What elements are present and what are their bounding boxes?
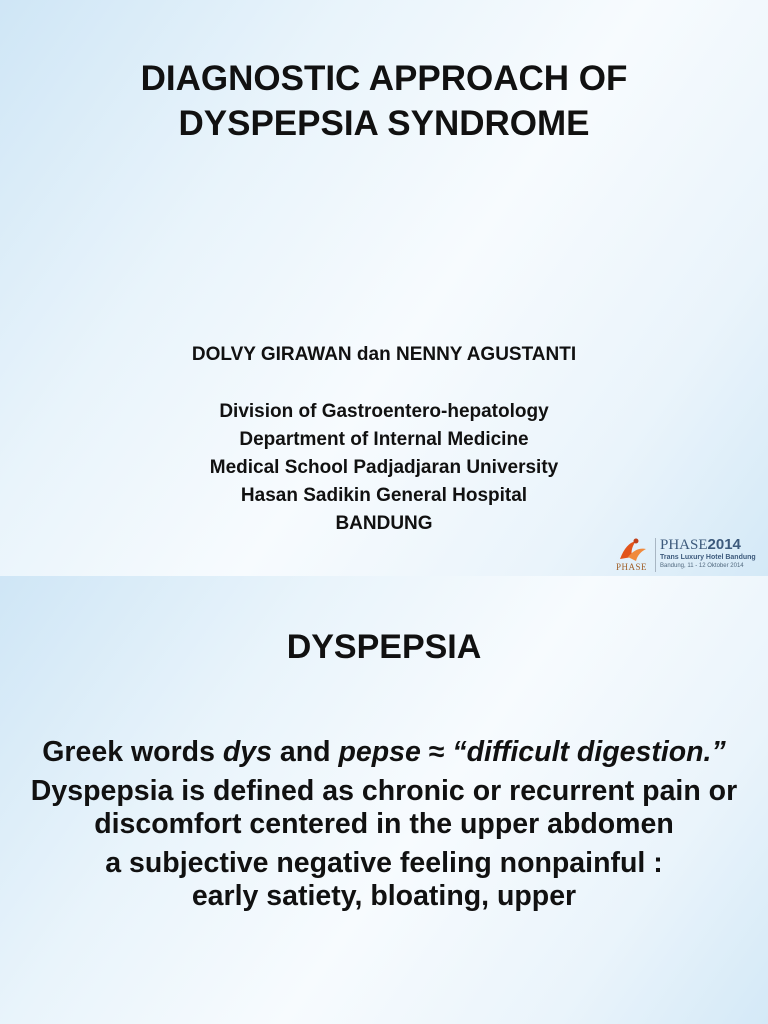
logo-event-name [660,536,741,554]
phase-logo [612,535,762,575]
affiliation-division: Division of Gastroentero-hepatology [219,401,549,422]
etymology-word-dys: dys [222,736,272,768]
affiliation-block [60,398,708,538]
etymology-word-pepse: pepse [338,736,421,768]
symptoms-line-1: a subjective negative feeling nonpainful : [105,847,663,879]
etymology-text-1: Greek words [42,736,223,768]
paragraph-symptoms [30,847,738,913]
paragraph-etymology [30,736,738,769]
logo-venue: Trans Luxury Hotel Bandung [660,554,756,561]
etymology-meaning: “difficult digestion.” [452,736,726,768]
slide-heading: DYSPEPSIA [286,628,482,666]
etymology-text-3: ≈ [420,736,453,768]
title-line-1: DIAGNOSTIC APPROACH OF [140,59,628,98]
slide-dyspepsia [0,576,768,1024]
logo-separator [655,538,656,572]
logo-dates: Bandung, 11 - 12 Oktober 2014 [660,563,744,569]
slide-body [30,736,738,919]
affiliation-school: Medical School Padjadjaran University [209,457,559,478]
affiliation-city: BANDUNG [335,513,433,534]
paragraph-definition: Dyspepsia is defined as chronic or recurrent pain or discomfort centered in the upper abdomen [30,775,738,840]
logo-mark-text: PHASE [616,562,648,572]
title-line-2: DYSPEPSIA SYNDROME [178,104,590,143]
etymology-text-2: and [271,736,339,768]
authors: DOLVY GIRAWAN dan NENNY AGUSTANTI [191,344,577,365]
symptoms-line-2: early satiety, bloating, upper [191,880,577,912]
logo-name-text: PHASE [660,537,708,553]
presentation-title [40,56,728,146]
affiliation-department: Department of Internal Medicine [239,429,529,450]
logo-year: 2014 [707,536,741,553]
affiliation-hospital: Hasan Sadikin General Hospital [240,485,528,506]
